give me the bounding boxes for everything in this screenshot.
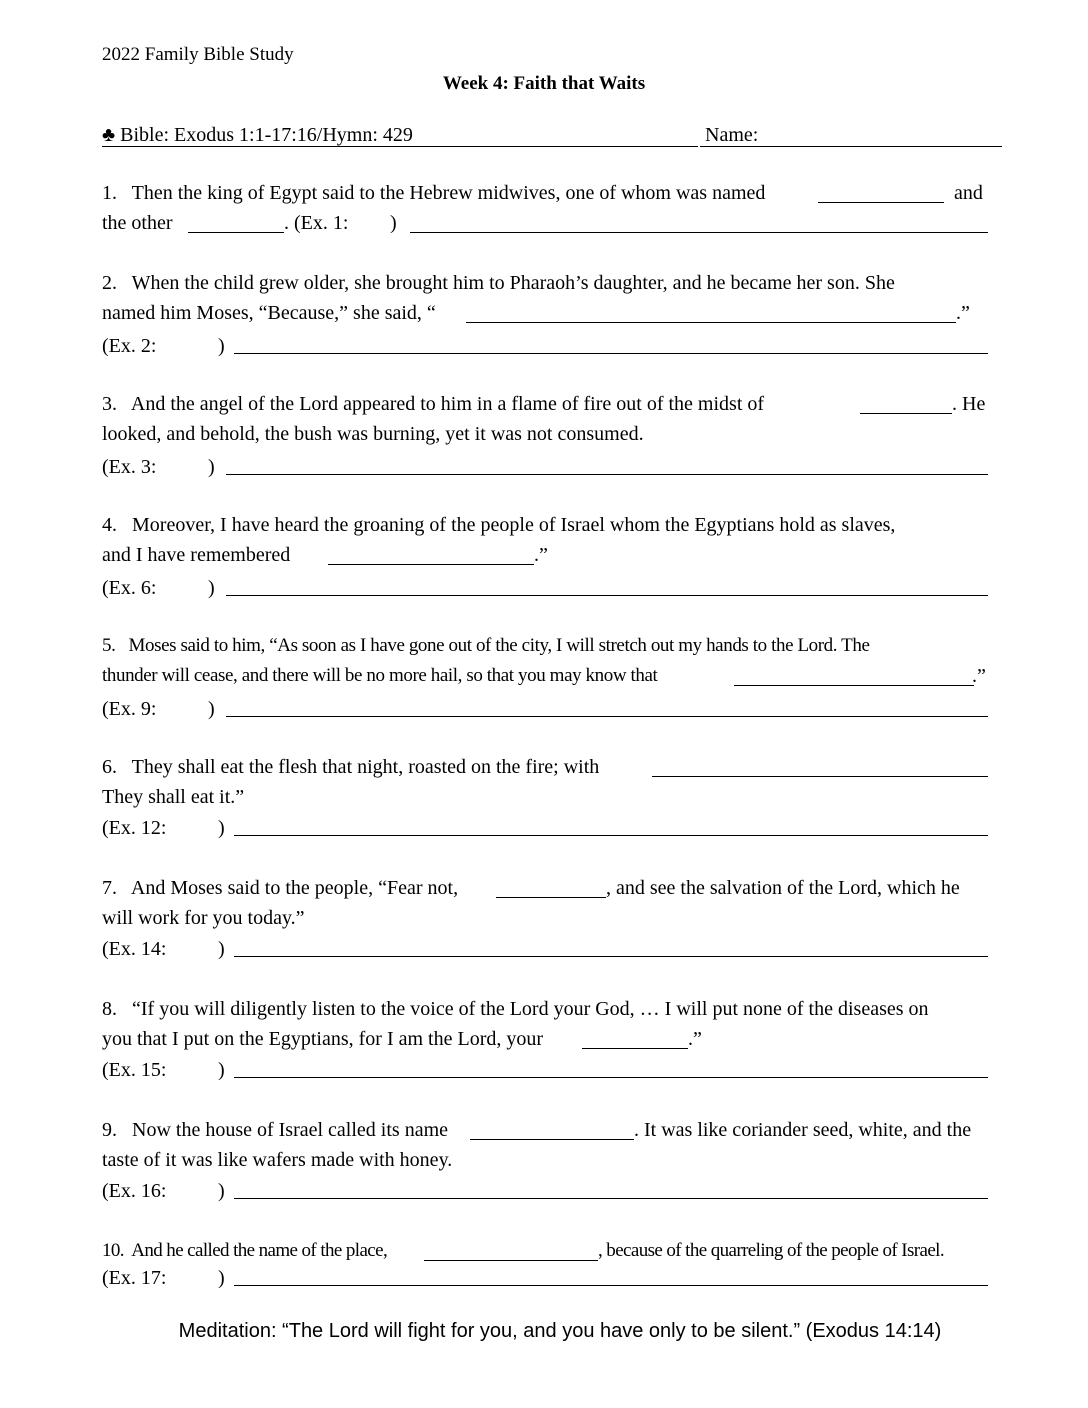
reference-close-paren: ) xyxy=(390,212,397,234)
answer-blank-1b[interactable] xyxy=(188,232,284,233)
verse-answer-line[interactable] xyxy=(234,835,988,836)
answer-blank-4[interactable] xyxy=(328,564,534,565)
question-text: .” xyxy=(972,665,986,687)
reference-close-paren: ) xyxy=(218,1180,225,1202)
question-text: will work for you today.” xyxy=(102,907,305,929)
verse-reference: (Ex. 3: xyxy=(102,456,157,478)
question-number: 2. xyxy=(102,272,117,294)
verse-reference: (Ex. 15: xyxy=(102,1059,167,1081)
question-number: 8. xyxy=(102,998,117,1020)
question-text: the other xyxy=(102,212,173,234)
question-number: 10. xyxy=(102,1240,124,1261)
question-number: 9. xyxy=(102,1119,117,1141)
question-text: Now the house of Israel called its name xyxy=(132,1119,449,1141)
question-text: Moses said to him, “As soon as I have gone out of the city, I will stretch out my hands to the Lord. The xyxy=(128,635,870,656)
question-text: When the child grew older, she brought him to Pharaoh’s daughter, and he became her son. She xyxy=(131,272,895,294)
page-title: Week 4: Faith that Waits xyxy=(442,73,646,94)
answer-blank-8[interactable] xyxy=(582,1048,688,1049)
verse-reference: (Ex. 12: xyxy=(102,817,167,839)
question-text: . It was like coriander seed, white, and the xyxy=(634,1119,972,1141)
question-text: taste of it was like wafers made with honey. xyxy=(102,1149,453,1171)
question-text: .” xyxy=(956,302,970,324)
verse-reference: (Ex. 2: xyxy=(102,335,157,357)
question-text: and I have remembered xyxy=(102,544,291,566)
question-1-line-2 xyxy=(102,210,173,236)
question-text: named him Moses, “Because,” she said, “ xyxy=(102,302,436,324)
answer-blank-2[interactable] xyxy=(466,322,956,323)
question-text: Moreover, I have heard the groaning of the people of Israel whom the Egyptians hold as slaves, xyxy=(132,514,896,536)
reference-close-paren: ) xyxy=(218,1059,225,1081)
reference-close-paren: ) xyxy=(218,817,225,839)
verse-answer-line[interactable] xyxy=(234,1285,988,1286)
question-number: 1. xyxy=(102,182,117,204)
verse-reference: (Ex. 16: xyxy=(102,1180,167,1202)
question-number: 3. xyxy=(102,393,117,415)
question-text: and xyxy=(954,182,983,204)
verse-answer-line[interactable] xyxy=(410,232,988,233)
question-text: .” xyxy=(534,544,548,566)
reference-close-paren: ) xyxy=(208,577,215,599)
answer-blank-3[interactable] xyxy=(860,413,952,414)
question-text: .” xyxy=(688,1028,702,1050)
question-text: . He xyxy=(952,393,986,415)
question-9-line-1 xyxy=(102,1117,448,1143)
bible-hymn-reference: ♣ Bible: Exodus 1:1-17:16/Hymn: 429 xyxy=(102,124,413,146)
question-4-line-1 xyxy=(102,512,895,538)
meditation-verse: Meditation: “The Lord will fight for you, and you have only to be silent.” (Exodus 14:14) xyxy=(178,1320,942,1342)
verse-answer-line[interactable] xyxy=(234,353,988,354)
reference-close-paren: ) xyxy=(218,335,225,357)
answer-blank-7[interactable] xyxy=(496,897,606,898)
verse-answer-line[interactable] xyxy=(234,956,988,957)
question-5-line-1 xyxy=(102,633,869,659)
question-text: , and see the salvation of the Lord, which he xyxy=(606,877,960,899)
question-1-line-1 xyxy=(102,180,765,206)
question-text: And he called the name of the place, xyxy=(131,1240,388,1261)
reference-close-paren: ) xyxy=(218,938,225,960)
verse-answer-line[interactable] xyxy=(226,716,988,717)
question-text: , because of the quarreling of the people of Israel. xyxy=(598,1240,944,1261)
question-text: looked, and behold, the bush was burning, yet it was not consumed. xyxy=(102,423,644,445)
verse-reference: (Ex. 14: xyxy=(102,938,167,960)
question-text: And the angel of the Lord appeared to him in a flame of fire out of the midst of xyxy=(130,393,765,415)
verse-reference: (Ex. 17: xyxy=(102,1267,167,1289)
question-text: “If you will diligently listen to the voice of the Lord your God, … I will put none of the diseases on xyxy=(132,998,929,1020)
verse-reference: (Ex. 6: xyxy=(102,577,157,599)
question-number: 5. xyxy=(102,635,116,656)
verse-reference: . (Ex. 1: xyxy=(284,212,349,234)
question-7-line-1 xyxy=(102,875,458,901)
question-number: 6. xyxy=(102,756,117,778)
question-10-line-1 xyxy=(102,1238,387,1264)
question-2-line-1 xyxy=(102,270,895,296)
question-6-line-1 xyxy=(102,754,599,780)
answer-blank-10[interactable] xyxy=(424,1260,598,1261)
name-field-line[interactable] xyxy=(700,146,1002,147)
answer-blank-5[interactable] xyxy=(734,685,974,686)
verse-answer-line[interactable] xyxy=(234,1198,988,1199)
reference-close-paren: ) xyxy=(218,1267,225,1289)
question-text: They shall eat it.” xyxy=(102,786,245,808)
question-text: Then the king of Egypt said to the Hebrew midwives, one of whom was named xyxy=(131,182,766,204)
verse-answer-line[interactable] xyxy=(234,1077,988,1078)
question-number: 4. xyxy=(102,514,117,536)
study-series-title: 2022 Family Bible Study xyxy=(102,44,294,65)
question-number: 7. xyxy=(102,877,117,899)
question-text: thunder will cease, and there will be no more hail, so that you may know that xyxy=(102,665,658,686)
question-text: you that I put on the Egyptians, for I am the Lord, your xyxy=(102,1028,544,1050)
reference-close-paren: ) xyxy=(208,456,215,478)
bible-line-underline xyxy=(102,146,698,147)
answer-blank-9[interactable] xyxy=(470,1139,634,1140)
answer-blank-6[interactable] xyxy=(652,776,988,777)
reference-close-paren: ) xyxy=(208,698,215,720)
question-text: And Moses said to the people, “Fear not, xyxy=(130,877,459,899)
verse-answer-line[interactable] xyxy=(226,595,988,596)
answer-blank-1a[interactable] xyxy=(818,202,944,203)
question-8-line-1 xyxy=(102,996,929,1022)
verse-answer-line[interactable] xyxy=(226,474,988,475)
verse-reference: (Ex. 9: xyxy=(102,698,157,720)
question-3-line-1 xyxy=(102,391,764,417)
name-label: Name: xyxy=(705,124,759,146)
question-text: They shall eat the flesh that night, roasted on the fire; with xyxy=(131,756,600,778)
